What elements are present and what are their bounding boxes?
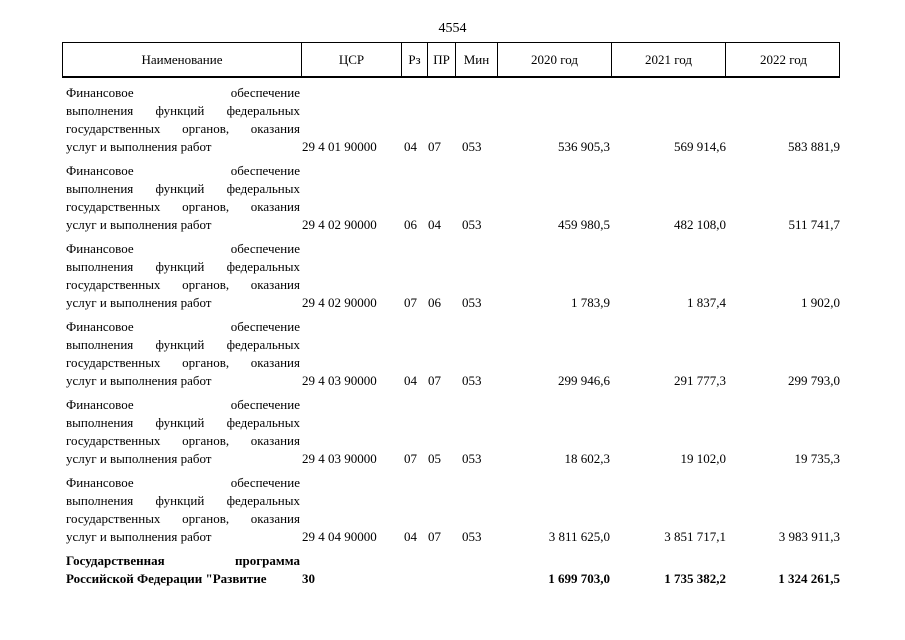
- row-name-line: государственных органов, оказания: [66, 433, 300, 448]
- row-name-line: услуг и выполнения работ: [66, 529, 212, 544]
- row-2020: 3 811 625,0: [548, 529, 610, 544]
- row-2022: 3 983 911,3: [778, 529, 840, 544]
- row-name-line: Финансовое обеспечение: [66, 475, 300, 490]
- row-rz: 07: [404, 295, 417, 310]
- row-2022: 19 735,3: [794, 451, 840, 466]
- row-name-line: государственных органов, оказания: [66, 355, 300, 370]
- row-name-line: Финансовое обеспечение: [66, 85, 300, 100]
- row-rz: 07: [404, 451, 417, 466]
- row-rz: 06: [404, 217, 417, 232]
- row-2021: 3 851 717,1: [664, 529, 726, 544]
- row-name-line: Российской Федерации "Развитие: [66, 571, 267, 586]
- row-csr: 29 4 03 90000: [302, 451, 377, 466]
- row-name-line: Финансовое обеспечение: [66, 319, 300, 334]
- row-2021: 19 102,0: [680, 451, 726, 466]
- row-2021: 1 735 382,2: [664, 571, 726, 586]
- row-name-line: услуг и выполнения работ: [66, 451, 212, 466]
- row-min: 053: [462, 217, 482, 232]
- row-pr: 07: [428, 529, 441, 544]
- row-min: 053: [462, 451, 482, 466]
- row-name-line: Финансовое обеспечение: [66, 163, 300, 178]
- column-header-2020: 2020 год: [497, 43, 611, 76]
- row-name-line: услуг и выполнения работ: [66, 295, 212, 310]
- page-number: 4554: [438, 21, 467, 36]
- row-2021: 1 837,4: [687, 295, 726, 310]
- row-name-line: услуг и выполнения работ: [66, 217, 212, 232]
- row-name-line: услуг и выполнения работ: [66, 139, 212, 154]
- row-2022: 511 741,7: [788, 217, 840, 232]
- row-name-line: выполнения функций федеральных: [66, 337, 300, 352]
- row-2022: 1 902,0: [801, 295, 840, 310]
- row-name: [66, 162, 300, 234]
- row-pr: 06: [428, 295, 441, 310]
- row-name-line: Финансовое обеспечение: [66, 397, 300, 412]
- row-name-line: выполнения функций федеральных: [66, 181, 300, 196]
- row-2020: 536 905,3: [558, 139, 610, 154]
- row-name: [66, 318, 300, 390]
- row-name-line: выполнения функций федеральных: [66, 103, 300, 118]
- row-pr: 05: [428, 451, 441, 466]
- row-csr: 29 4 03 90000: [302, 373, 377, 388]
- column-header-2022: 2022 год: [725, 43, 841, 76]
- row-rz: 04: [404, 373, 417, 388]
- row-2021: 569 914,6: [674, 139, 726, 154]
- row-2020: 1 783,9: [571, 295, 610, 310]
- row-name: [66, 84, 300, 156]
- row-name-line: государственных органов, оказания: [66, 277, 300, 292]
- row-name: [66, 240, 300, 312]
- row-name-line: выполнения функций федеральных: [66, 493, 300, 508]
- row-2020: 1 699 703,0: [548, 571, 610, 586]
- row-csr: 29 4 01 90000: [302, 139, 377, 154]
- row-rz: 04: [404, 139, 417, 154]
- row-rz: 04: [404, 529, 417, 544]
- row-name-line: Финансовое обеспечение: [66, 241, 300, 256]
- column-header-min: Мин: [455, 43, 497, 76]
- row-name-line: государственных органов, оказания: [66, 199, 300, 214]
- row-csr: 29 4 04 90000: [302, 529, 377, 544]
- row-name-line: государственных органов, оказания: [66, 511, 300, 526]
- row-name-line: выполнения функций федеральных: [66, 415, 300, 430]
- row-min: 053: [462, 373, 482, 388]
- row-name: [66, 396, 300, 468]
- row-min: 053: [462, 295, 482, 310]
- row-pr: 04: [428, 217, 441, 232]
- row-name: [66, 474, 300, 546]
- column-header-2021: 2021 год: [611, 43, 725, 76]
- row-2022: 1 324 261,5: [778, 571, 840, 586]
- row-name-line: услуг и выполнения работ: [66, 373, 212, 388]
- row-min: 053: [462, 139, 482, 154]
- row-name-line: выполнения функций федеральных: [66, 259, 300, 274]
- column-header-pr: ПР: [427, 43, 455, 76]
- row-2022: 299 793,0: [788, 373, 840, 388]
- row-pr: 07: [428, 373, 441, 388]
- row-2020: 18 602,3: [564, 451, 610, 466]
- row-2022: 583 881,9: [788, 139, 840, 154]
- row-2021: 482 108,0: [674, 217, 726, 232]
- row-csr: 30: [302, 571, 315, 586]
- row-name-line: Государственная программа: [66, 553, 300, 568]
- row-2020: 299 946,6: [558, 373, 610, 388]
- row-csr: 29 4 02 90000: [302, 217, 377, 232]
- row-csr: 29 4 02 90000: [302, 295, 377, 310]
- column-header-rz: Рз: [401, 43, 427, 76]
- row-name: [66, 552, 300, 588]
- column-header-csr: ЦСР: [301, 43, 401, 76]
- row-min: 053: [462, 529, 482, 544]
- row-2020: 459 980,5: [558, 217, 610, 232]
- table-header: [62, 42, 840, 78]
- row-name-line: государственных органов, оказания: [66, 121, 300, 136]
- row-pr: 07: [428, 139, 441, 154]
- row-2021: 291 777,3: [674, 373, 726, 388]
- column-header-name: Наименование: [141, 51, 223, 67]
